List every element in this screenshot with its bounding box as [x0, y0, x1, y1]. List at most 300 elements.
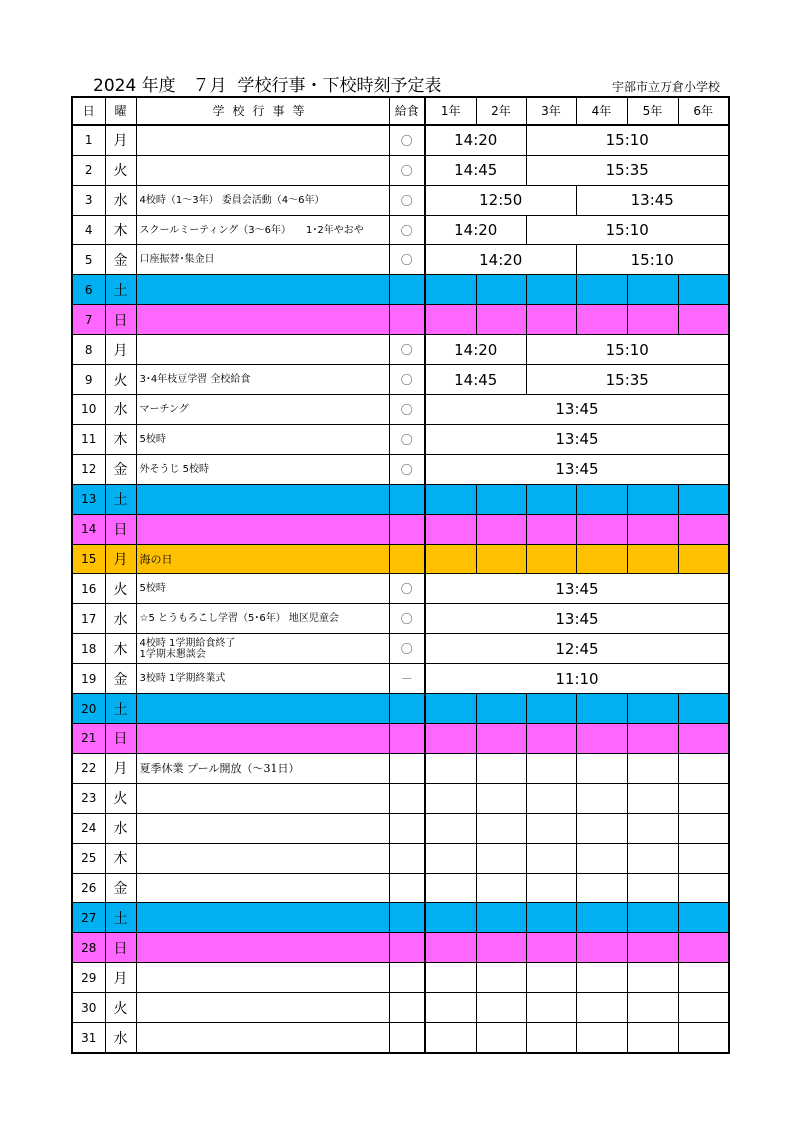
- weekday-cell: 月: [105, 335, 136, 365]
- event-cell: [136, 604, 389, 634]
- grade-3-cell: [526, 723, 576, 753]
- table-row: [72, 305, 729, 335]
- weekday-cell: 木: [105, 215, 136, 245]
- event-line: 3･4年枝豆学習 全校給食: [139, 374, 251, 386]
- table-row: [72, 125, 729, 155]
- grade-5-cell: [627, 903, 678, 933]
- dismissal-time-cell: 13:45: [576, 185, 729, 215]
- table-row: [72, 664, 729, 694]
- grade-2-cell: [476, 933, 526, 963]
- day-cell: 20: [72, 694, 105, 724]
- event-cell: [136, 903, 389, 933]
- event-line: 4校時 1学期給食終了: [139, 637, 236, 649]
- event-cell: [136, 454, 389, 484]
- grade-4-cell: [576, 873, 627, 903]
- lunch-cell: 〇: [389, 365, 425, 395]
- grade-3-cell: [526, 514, 576, 544]
- event-cell: [136, 783, 389, 813]
- col-header-events: 学校行事等: [136, 97, 389, 125]
- grade-2-cell: [476, 963, 526, 993]
- grade-4-cell: [576, 993, 627, 1023]
- grade-6-cell: [678, 873, 729, 903]
- grade-2-cell: [476, 305, 526, 335]
- grade-3-cell: [526, 275, 576, 305]
- grade-1-cell: [425, 544, 476, 574]
- grade-5-cell: [627, 783, 678, 813]
- col-header-lunch: 給食: [389, 97, 425, 125]
- lunch-cell: [389, 484, 425, 514]
- weekday-cell: 水: [105, 395, 136, 425]
- grade-2-cell: [476, 993, 526, 1023]
- table-row: [72, 574, 729, 604]
- table-row: [72, 365, 729, 395]
- grade-2-cell: [476, 1023, 526, 1053]
- grade-5-cell: [627, 544, 678, 574]
- lunch-cell: [389, 873, 425, 903]
- grade-6-cell: [678, 305, 729, 335]
- dismissal-time-cell: 15:10: [526, 215, 729, 245]
- weekday-cell: 月: [105, 544, 136, 574]
- table-row: [72, 604, 729, 634]
- grade-2-cell: [476, 753, 526, 783]
- lunch-cell: [389, 275, 425, 305]
- event-cell: [136, 933, 389, 963]
- day-cell: 13: [72, 484, 105, 514]
- grade-6-cell: [678, 723, 729, 753]
- table-row: [72, 903, 729, 933]
- table-row: [72, 275, 729, 305]
- grade-4-cell: [576, 813, 627, 843]
- grade-1-cell: [425, 873, 476, 903]
- grade-5-cell: [627, 275, 678, 305]
- dismissal-time-cell: 15:35: [526, 365, 729, 395]
- grade-4-cell: [576, 843, 627, 873]
- table-row: [72, 813, 729, 843]
- grade-6-cell: [678, 484, 729, 514]
- day-cell: 23: [72, 783, 105, 813]
- col-header-grade-4: 4年: [576, 97, 627, 125]
- event-cell: [136, 424, 389, 454]
- grade-6-cell: [678, 903, 729, 933]
- weekday-cell: 日: [105, 723, 136, 753]
- grade-2-cell: [476, 723, 526, 753]
- table-row: [72, 544, 729, 574]
- grade-4-cell: [576, 694, 627, 724]
- event-cell: [136, 365, 389, 395]
- event-line: ☆5 とうもろこし学習（5･6年） 地区児童会: [139, 613, 339, 625]
- grade-6-cell: [678, 1023, 729, 1053]
- weekday-cell: 水: [105, 813, 136, 843]
- day-cell: 29: [72, 963, 105, 993]
- weekday-cell: 火: [105, 574, 136, 604]
- event-cell: [136, 634, 389, 664]
- table-row: [72, 783, 729, 813]
- col-header-grade-2: 2年: [476, 97, 526, 125]
- event-line: 海の日: [139, 552, 173, 566]
- event-line: スクールミーティング（3～6年） 1･2年やおや: [139, 224, 364, 236]
- day-cell: 25: [72, 843, 105, 873]
- grade-5-cell: [627, 484, 678, 514]
- lunch-cell: [389, 723, 425, 753]
- table-row: [72, 335, 729, 365]
- weekday-cell: 月: [105, 753, 136, 783]
- day-cell: 11: [72, 424, 105, 454]
- dismissal-time-cell: 14:20: [425, 335, 526, 365]
- dismissal-time-cell: 13:45: [425, 395, 729, 425]
- grade-3-cell: [526, 873, 576, 903]
- col-header-grade-3: 3年: [526, 97, 576, 125]
- col-header-grade-1: 1年: [425, 97, 476, 125]
- day-cell: 30: [72, 993, 105, 1023]
- weekday-cell: 日: [105, 514, 136, 544]
- table-row: [72, 395, 729, 425]
- grade-1-cell: [425, 933, 476, 963]
- weekday-cell: 土: [105, 903, 136, 933]
- grade-1-cell: [425, 514, 476, 544]
- dismissal-time-cell: 14:45: [425, 365, 526, 395]
- grade-2-cell: [476, 694, 526, 724]
- weekday-cell: 火: [105, 783, 136, 813]
- grade-5-cell: [627, 694, 678, 724]
- day-cell: 2: [72, 155, 105, 185]
- grade-6-cell: [678, 933, 729, 963]
- table-row: [72, 424, 729, 454]
- grade-3-cell: [526, 843, 576, 873]
- grade-1-cell: [425, 1023, 476, 1053]
- grade-4-cell: [576, 305, 627, 335]
- grade-3-cell: [526, 903, 576, 933]
- lunch-cell: 〇: [389, 185, 425, 215]
- grade-5-cell: [627, 933, 678, 963]
- grade-6-cell: [678, 963, 729, 993]
- table-row: [72, 694, 729, 724]
- weekday-cell: 火: [105, 155, 136, 185]
- day-cell: 22: [72, 753, 105, 783]
- dismissal-time-cell: 14:20: [425, 245, 576, 275]
- lunch-cell: [389, 903, 425, 933]
- grade-3-cell: [526, 753, 576, 783]
- dismissal-time-cell: 11:10: [425, 664, 729, 694]
- grade-2-cell: [476, 275, 526, 305]
- lunch-cell: 〇: [389, 424, 425, 454]
- day-cell: 12: [72, 454, 105, 484]
- lunch-cell: [389, 933, 425, 963]
- grade-5-cell: [627, 813, 678, 843]
- table-row: [72, 484, 729, 514]
- lunch-cell: [389, 1023, 425, 1053]
- lunch-cell: [389, 963, 425, 993]
- grade-2-cell: [476, 484, 526, 514]
- event-line: 1学期末懇談会: [139, 648, 206, 660]
- event-line: 5校時: [139, 433, 166, 445]
- table-row: [72, 185, 729, 215]
- event-cell: [136, 484, 389, 514]
- dismissal-time-cell: 15:10: [576, 245, 729, 275]
- event-cell: [136, 155, 389, 185]
- lunch-cell: 〇: [389, 335, 425, 365]
- table-row: [72, 215, 729, 245]
- table-row: [72, 155, 729, 185]
- day-cell: 21: [72, 723, 105, 753]
- school-name: 宇部市立万倉小学校: [611, 80, 720, 94]
- event-cell: [136, 395, 389, 425]
- lunch-cell: [389, 843, 425, 873]
- lunch-cell: 〇: [389, 574, 425, 604]
- lunch-cell: 〇: [389, 454, 425, 484]
- table-row: [72, 454, 729, 484]
- event-cell: [136, 215, 389, 245]
- day-cell: 6: [72, 275, 105, 305]
- day-cell: 3: [72, 185, 105, 215]
- event-line: 夏季休業 プール開放（～31日）: [139, 761, 300, 775]
- col-header-grade-5: 5年: [627, 97, 678, 125]
- grade-3-cell: [526, 544, 576, 574]
- lunch-cell: [389, 783, 425, 813]
- grade-6-cell: [678, 544, 729, 574]
- grade-1-cell: [425, 753, 476, 783]
- event-cell: [136, 544, 389, 574]
- event-cell: [136, 1023, 389, 1053]
- weekday-cell: 月: [105, 125, 136, 155]
- dismissal-time-cell: 12:50: [425, 185, 576, 215]
- event-cell: [136, 664, 389, 694]
- grade-4-cell: [576, 544, 627, 574]
- day-cell: 16: [72, 574, 105, 604]
- event-cell: [136, 125, 389, 155]
- grade-5-cell: [627, 305, 678, 335]
- lunch-cell: [389, 544, 425, 574]
- grade-5-cell: [627, 1023, 678, 1053]
- day-cell: 31: [72, 1023, 105, 1053]
- table-row: [72, 963, 729, 993]
- event-cell: [136, 694, 389, 724]
- grade-4-cell: [576, 933, 627, 963]
- grade-4-cell: [576, 1023, 627, 1053]
- grade-3-cell: [526, 963, 576, 993]
- grade-4-cell: [576, 963, 627, 993]
- header-row: [72, 97, 729, 125]
- grade-1-cell: [425, 783, 476, 813]
- lunch-cell: 〇: [389, 604, 425, 634]
- event-cell: [136, 305, 389, 335]
- lunch-cell: [389, 694, 425, 724]
- grade-1-cell: [425, 993, 476, 1023]
- table-row: [72, 843, 729, 873]
- event-line: 3校時 1学期終業式: [139, 673, 226, 685]
- grade-1-cell: [425, 723, 476, 753]
- grade-1-cell: [425, 694, 476, 724]
- lunch-cell: [389, 753, 425, 783]
- day-cell: 19: [72, 664, 105, 694]
- grade-6-cell: [678, 783, 729, 813]
- event-cell: [136, 335, 389, 365]
- grade-2-cell: [476, 544, 526, 574]
- event-cell: [136, 813, 389, 843]
- day-cell: 14: [72, 514, 105, 544]
- lunch-cell: 〇: [389, 155, 425, 185]
- lunch-cell: [389, 813, 425, 843]
- table-row: [72, 933, 729, 963]
- grade-2-cell: [476, 903, 526, 933]
- grade-4-cell: [576, 484, 627, 514]
- lunch-cell: [389, 993, 425, 1023]
- day-cell: 17: [72, 604, 105, 634]
- weekday-cell: 金: [105, 873, 136, 903]
- day-cell: 24: [72, 813, 105, 843]
- lunch-cell: 〇: [389, 395, 425, 425]
- day-cell: 4: [72, 215, 105, 245]
- grade-5-cell: [627, 753, 678, 783]
- dismissal-time-cell: 14:45: [425, 155, 526, 185]
- table-row: [72, 1023, 729, 1053]
- grade-2-cell: [476, 873, 526, 903]
- grade-4-cell: [576, 275, 627, 305]
- dismissal-time-cell: 12:45: [425, 634, 729, 664]
- grade-1-cell: [425, 843, 476, 873]
- day-cell: 8: [72, 335, 105, 365]
- dismissal-time-cell: 14:20: [425, 215, 526, 245]
- event-cell: [136, 574, 389, 604]
- dismissal-time-cell: 13:45: [425, 424, 729, 454]
- grade-5-cell: [627, 843, 678, 873]
- day-cell: 28: [72, 933, 105, 963]
- lunch-cell: 〇: [389, 634, 425, 664]
- weekday-cell: 金: [105, 245, 136, 275]
- grade-5-cell: [627, 873, 678, 903]
- lunch-cell: 〇: [389, 125, 425, 155]
- weekday-cell: 水: [105, 185, 136, 215]
- event-cell: [136, 185, 389, 215]
- weekday-cell: 土: [105, 694, 136, 724]
- event-line: 外そうじ 5校時: [139, 463, 210, 475]
- grade-6-cell: [678, 514, 729, 544]
- table-row: [72, 723, 729, 753]
- event-cell: [136, 993, 389, 1023]
- grade-5-cell: [627, 514, 678, 544]
- grade-6-cell: [678, 275, 729, 305]
- table-row: [72, 634, 729, 664]
- dismissal-time-cell: 13:45: [425, 604, 729, 634]
- table-row: [72, 753, 729, 783]
- weekday-cell: 木: [105, 843, 136, 873]
- weekday-cell: 月: [105, 963, 136, 993]
- day-cell: 18: [72, 634, 105, 664]
- grade-3-cell: [526, 1023, 576, 1053]
- grade-4-cell: [576, 903, 627, 933]
- weekday-cell: 金: [105, 664, 136, 694]
- event-line: 4校時（1～3年） 委員会活動（4～6年）: [139, 194, 325, 206]
- day-cell: 1: [72, 125, 105, 155]
- dismissal-time-cell: 15:10: [526, 125, 729, 155]
- lunch-cell: 〇: [389, 215, 425, 245]
- grade-3-cell: [526, 933, 576, 963]
- event-line: マーチング: [139, 403, 189, 415]
- weekday-cell: 水: [105, 604, 136, 634]
- col-header-weekday: 曜: [105, 97, 136, 125]
- event-cell: [136, 753, 389, 783]
- grade-5-cell: [627, 993, 678, 1023]
- event-cell: [136, 963, 389, 993]
- table-row: [72, 993, 729, 1023]
- dismissal-time-cell: 15:35: [526, 155, 729, 185]
- event-cell: [136, 723, 389, 753]
- weekday-cell: 木: [105, 424, 136, 454]
- grade-4-cell: [576, 753, 627, 783]
- grade-1-cell: [425, 963, 476, 993]
- grade-3-cell: [526, 694, 576, 724]
- weekday-cell: 土: [105, 275, 136, 305]
- weekday-cell: 日: [105, 933, 136, 963]
- grade-3-cell: [526, 305, 576, 335]
- grade-6-cell: [678, 813, 729, 843]
- grade-2-cell: [476, 514, 526, 544]
- lunch-cell: 〇: [389, 245, 425, 275]
- table-row: [72, 873, 729, 903]
- dismissal-time-cell: 13:45: [425, 574, 729, 604]
- weekday-cell: 火: [105, 993, 136, 1023]
- grade-6-cell: [678, 993, 729, 1023]
- event-line: 5校時: [139, 583, 166, 595]
- day-cell: 27: [72, 903, 105, 933]
- day-cell: 10: [72, 395, 105, 425]
- lunch-cell: [389, 514, 425, 544]
- event-cell: [136, 245, 389, 275]
- grade-4-cell: [576, 783, 627, 813]
- grade-1-cell: [425, 305, 476, 335]
- dismissal-time-cell: 15:10: [526, 335, 729, 365]
- day-cell: 7: [72, 305, 105, 335]
- weekday-cell: 水: [105, 1023, 136, 1053]
- grade-3-cell: [526, 813, 576, 843]
- day-cell: 26: [72, 873, 105, 903]
- grade-5-cell: [627, 723, 678, 753]
- grade-1-cell: [425, 813, 476, 843]
- grade-1-cell: [425, 903, 476, 933]
- grade-2-cell: [476, 783, 526, 813]
- weekday-cell: 土: [105, 484, 136, 514]
- lunch-cell: －: [389, 664, 425, 694]
- grade-2-cell: [476, 843, 526, 873]
- grade-4-cell: [576, 514, 627, 544]
- weekday-cell: 火: [105, 365, 136, 395]
- lunch-cell: [389, 305, 425, 335]
- event-cell: [136, 843, 389, 873]
- grade-6-cell: [678, 843, 729, 873]
- table-row: [72, 514, 729, 544]
- page-title: 2024 年度 ７月 学校行事・下校時刻予定表: [93, 76, 442, 96]
- table-row: [72, 245, 729, 275]
- event-cell: [136, 275, 389, 305]
- dismissal-time-cell: 14:20: [425, 125, 526, 155]
- col-header-grade-6: 6年: [678, 97, 729, 125]
- grade-3-cell: [526, 484, 576, 514]
- grade-5-cell: [627, 963, 678, 993]
- event-cell: [136, 514, 389, 544]
- grade-6-cell: [678, 753, 729, 783]
- col-header-day: 日: [72, 97, 105, 125]
- day-cell: 15: [72, 544, 105, 574]
- dismissal-time-cell: 13:45: [425, 454, 729, 484]
- grade-6-cell: [678, 694, 729, 724]
- day-cell: 5: [72, 245, 105, 275]
- schedule-table: [71, 96, 730, 1054]
- grade-4-cell: [576, 723, 627, 753]
- day-cell: 9: [72, 365, 105, 395]
- weekday-cell: 木: [105, 634, 136, 664]
- weekday-cell: 金: [105, 454, 136, 484]
- event-line: 口座振替･集金日: [139, 254, 215, 266]
- event-cell: [136, 873, 389, 903]
